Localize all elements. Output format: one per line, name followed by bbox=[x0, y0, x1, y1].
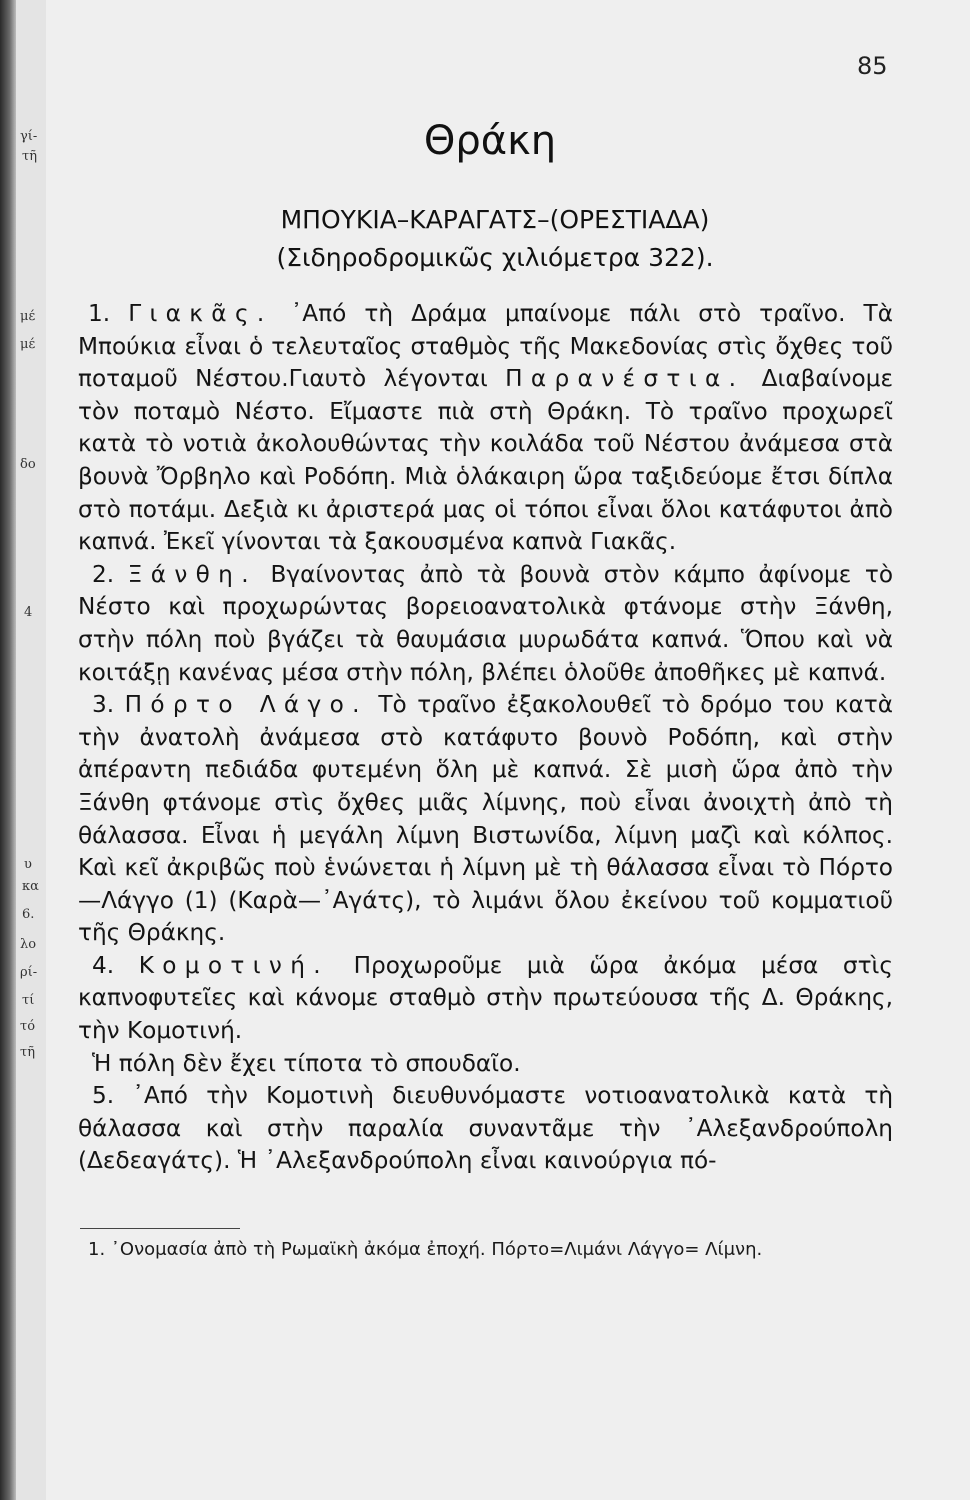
route-distance: (Σιδηροδρομικῶς χιλιόμετρα 322). bbox=[276, 243, 714, 272]
section-text: Ἡ πόλη δὲν ἔχει τίποτα τὸ σπουδαῖο. bbox=[92, 1049, 521, 1077]
section-text: Τὸ τραῖνο ἐξακολουθεῖ τὸ δρόμο του κατὰ τὴν ἀνατολὴ ἀνάμεσα στὸ κατάφυτο βουνὸ Ροδόπη, καὶ στὴν ἀπέραντη πεδιάδα φυτεμένη ὅλη μὲ καπνά. Σὲ μισὴ ὥρα ἀπὸ τὴν Ξάνθη φτάνομε στὶς ὄχθες μιᾶς λίμνης, ποὺ εἶναι ἀνοιχτὴ ἀπὸ τὴ θάλασσα. Εἶναι ἡ μεγάλη λίμνη Βιστωνίδα, λίμνη μαζὶ καὶ κόλπος. Καὶ κεῖ ἀκριβῶς ποὺ ἑνώνεται ἡ λίμνη μὲ τὴ θάλασσα εἶναι τὸ Πόρτο—Λάγγο (1) (Καρὰ—᾿Αγάτς), τὸ λιμάνι ὅλου ἐκείνου τοῦ κομματιοῦ τῆς Θράκης. bbox=[78, 691, 893, 947]
paragraph bbox=[78, 689, 893, 950]
margin-fragment: μέ bbox=[20, 337, 36, 352]
chapter-title: Θράκη bbox=[423, 118, 557, 164]
margin-fragment: γί- bbox=[20, 129, 38, 144]
margin-fragment: δο bbox=[20, 457, 36, 472]
footnote-text: 1. ᾿Ονομασία ἀπὸ τὴ Ρωμαϊκὴ ἀκόμα ἐποχή. Πόρτο=Λιμάνι Λάγγο= Λίμνη. bbox=[88, 1239, 763, 1260]
route-heading: ΜΠΟΥΚΙΑ–ΚΑΡΑΓΑΤΣ–(ΟΡΕΣΤΙΑΔΑ) bbox=[280, 205, 710, 234]
paragraph bbox=[78, 1048, 893, 1081]
section-text: Βγαίνοντας ἀπὸ τὰ βουνὰ στὸν κάμπο ἀφίνομε τὸ Νέστο καὶ προχωρώντας βορειοανατολικὰ φτάνομε στὴν Ξάνθη, στὴν πόλη ποὺ βγάζει τὰ θαυμάσια μυρωδάτα καπνά. Ὅπου καὶ νὰ κοιτάξῃ κανένας μέσα στὴν πόλη, βλέπει ὁλοῦθε ἀποθῆκες μὲ καπνά. bbox=[78, 560, 894, 686]
section-number: 2. bbox=[92, 560, 115, 588]
paragraph bbox=[78, 1080, 893, 1178]
section-number: 1. bbox=[88, 300, 111, 327]
section-name: Πόρτο Λάγο. bbox=[124, 691, 368, 719]
margin-fragment: μέ bbox=[20, 309, 36, 324]
paragraph bbox=[78, 298, 893, 559]
section-name: Κομοτινή. bbox=[138, 951, 330, 979]
paragraph bbox=[78, 950, 893, 1048]
margin-fragment: τί bbox=[22, 993, 35, 1008]
section-name: Ξάνθη. bbox=[127, 560, 257, 588]
margin-fragment: τῆ bbox=[22, 149, 37, 164]
section-number: 5. bbox=[92, 1082, 115, 1110]
margin-fragment: ρί- bbox=[20, 965, 38, 980]
footnote-divider bbox=[80, 1228, 240, 1229]
margin-fragment: υ bbox=[24, 857, 32, 872]
paragraph bbox=[78, 559, 893, 689]
section-number: 4. bbox=[92, 951, 115, 979]
body-text bbox=[78, 298, 893, 1178]
margin-fragment: λο bbox=[20, 937, 37, 952]
margin-fragment: τῆ bbox=[20, 1045, 35, 1060]
place-name: Παρανέστια. bbox=[505, 365, 745, 393]
page-number: 85 bbox=[857, 52, 888, 80]
footnote bbox=[78, 1238, 893, 1262]
section-text: Προχωροῦμε μιὰ ὥρα ἀκόμα μέσα στὶς καπνοφυτεῖες καὶ κάνομε σταθμὸ στὴν πρωτεύουσα τῆς Δ. Θράκης, τὴν Κομοτινή. bbox=[78, 951, 893, 1045]
margin-fragment: 6. bbox=[22, 907, 35, 922]
margin-fragment: 4 bbox=[24, 605, 33, 620]
section-text: ᾿Από τὴν Κομοτινὴ διευθυνόμαστε νοτιοανατολικὰ κατὰ τὴ θάλασσα καὶ στὴν παραλία συναντᾶμε τὴν ᾿Αλεξανδρούπολη (Δεδεαγάτς). Ἡ ᾿Αλεξανδρούπολη εἶναι καινούργια πό- bbox=[78, 1082, 894, 1175]
section-text: Διαβαίνομε τὸν ποταμὸ Νέστο. Εἴμαστε πιὰ στὴ Θράκη. Τὸ τραῖνο προχωρεῖ κατὰ τὸ νοτιὰ ἀκολουθώντας τὴν κοιλάδα τοῦ Νέστου ἀνάμεσα στὰ βουνὰ Ὄρβηλο καὶ Ροδόπη. Μιὰ ὁλάκαιρη ὥρα ταξιδεύομε ἔτσι δίπλα στὸ ποτάμι. Δεξιὰ κι ἀριστερά μας οἱ τόποι εἶναι ὅλοι κατάφυτοι ἀπὸ καπνά. Ἐκεῖ γίνονται τὰ ξακουσμένα καπνὰ Γιακᾶς. bbox=[78, 365, 893, 556]
margin-fragment: τό bbox=[20, 1019, 36, 1034]
section-name: Γιακᾶς. bbox=[128, 300, 273, 327]
margin-fragment: κα bbox=[22, 879, 39, 894]
section-text: ᾿Από τὴ Δράμα μπαίνομε πάλι στὸ τραῖνο. Τὰ Μπούκια εἶναι ὁ τελευταῖος σταθμὸς τῆς Μακεδονίας στὶς ὄχθες τοῦ ποταμοῦ Νέστου.Γιαυτὸ λέγονται bbox=[78, 300, 893, 393]
section-number: 3. bbox=[92, 691, 115, 719]
